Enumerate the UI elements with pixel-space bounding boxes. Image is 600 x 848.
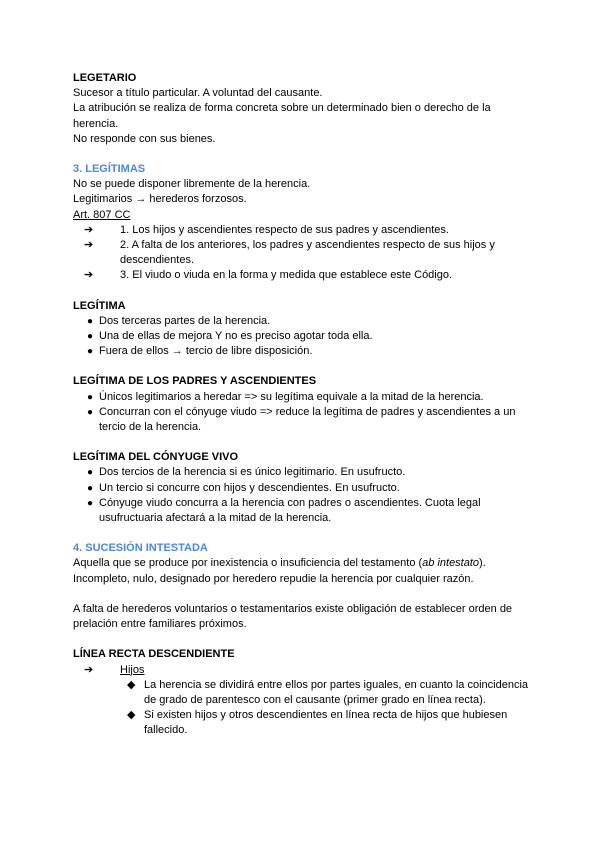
padres-list [73, 390, 528, 436]
list-item: ● Dos tercios de la herencia si es único legitimario. En usufructo. [73, 465, 528, 480]
hijos-label: Hijos [120, 663, 145, 676]
bullet-icon: ● [87, 346, 94, 358]
legatario-line-1: Sucesor a título particular. A voluntad del causante. [73, 87, 323, 100]
legatario-line-3: No responde con sus bienes. [73, 132, 216, 145]
hijos-list [73, 678, 528, 739]
list-item: ● Cónyuge viudo concurra a la herencia con padres o ascendientes. Cuota legal usufructuaria afectará a la mitad de la herencia. [87, 496, 481, 525]
legatario-heading: LEGETARIO [73, 72, 137, 84]
diamond-icon: ◆ [127, 678, 136, 691]
list-item: ● Únicos legitimarios a heredar => su legítima equivale a la mitad de la herencia. [73, 390, 528, 405]
list-item: ➔ 3. El viudo o viuda en la forma y medida que establece este Código. [73, 268, 528, 283]
legitimarios-list [73, 223, 528, 284]
list-item: ◆ La herencia se dividirá entre ellos por partes iguales, en cuanto la coincidencia de grado de parentesco con el causante (primer grado en línea recta). [127, 678, 529, 706]
arrow-icon: ➔ [84, 663, 94, 676]
legitimas-line-2: Legitimarios → herederos forzosos. [73, 193, 247, 206]
arrow-icon: ➔ [84, 269, 94, 282]
article-link: Art. 807 CC [73, 208, 131, 221]
arrow-icon: ➔ [84, 223, 94, 236]
conyuge-list [73, 465, 528, 526]
conyuge-heading: LEGÍTIMA DEL CÓNYUGE VIVO [73, 451, 239, 464]
bullet-icon: ● [87, 331, 94, 343]
legitima-heading: LEGÍTIMA [73, 299, 126, 312]
list-item: ● Fuera de ellos → tercio de libre disposición. [73, 344, 528, 359]
legitima-list [73, 314, 528, 360]
bullet-icon: ● [87, 497, 94, 509]
list-item: ● Dos terceras partes de la herencia. [73, 314, 528, 329]
intestada-line-1: Aquella que se produce por inexistencia o insuficiencia del testamento (ab intestato). [73, 557, 486, 570]
bullet-icon: ● [87, 467, 94, 479]
bullet-icon: ● [87, 315, 94, 327]
linea-heading: LÍNEA RECTA DESCENDIENTE [73, 648, 235, 661]
legatario-line-2: La atribución se realiza de forma concreta sobre un determinado bien o derecho de la herencia. [73, 102, 491, 130]
list-item: ➔ 1. Los hijos y ascendientes respecto de sus padres y ascendientes. [73, 223, 528, 238]
arrow-icon: ➔ [84, 239, 94, 252]
document-page [73, 71, 528, 739]
list-item: ● Un tercio si concurre con hijos y descendientes. En usufructo. [73, 481, 528, 496]
list-item: ● Concurran con el cónyuge viudo => reduce la legítima de padres y ascendientes a un tercio de la herencia. [87, 405, 516, 434]
bullet-icon: ● [87, 482, 94, 494]
intestada-line-2: Incompleto, nulo, designado por heredero repudie la herencia por cualquier razón. [73, 572, 474, 585]
list-item: ● Una de ellas de mejora Y no es preciso agotar toda ella. [73, 329, 528, 344]
padres-heading: LEGÍTIMA DE LOS PADRES Y ASCENDIENTES [73, 375, 317, 388]
linea-list [73, 663, 528, 678]
list-item [73, 663, 528, 678]
legitimas-heading: 3. LEGÍTIMAS [73, 163, 146, 176]
legitimas-line-1: No se puede disponer libremente de la herencia. [73, 178, 311, 191]
bullet-icon: ● [87, 391, 94, 403]
diamond-icon: ◆ [127, 709, 136, 722]
bullet-icon: ● [87, 406, 94, 418]
list-item: ➔ 2. A falta de los anteriores, los padres y ascendientes respecto de sus hijos y descendientes. [84, 239, 495, 267]
intestada-heading: 4. SUCESIÓN INTESTADA [73, 542, 208, 555]
list-item: ◆ Si existen hijos y otros descendientes en línea recta de hijos que hubiesen fallecido. [127, 709, 508, 737]
intestada-paragraph: A falta de herederos voluntarios o testamentarios existe obligación de establecer orden de prelación entre familiares próximos. [73, 602, 513, 631]
